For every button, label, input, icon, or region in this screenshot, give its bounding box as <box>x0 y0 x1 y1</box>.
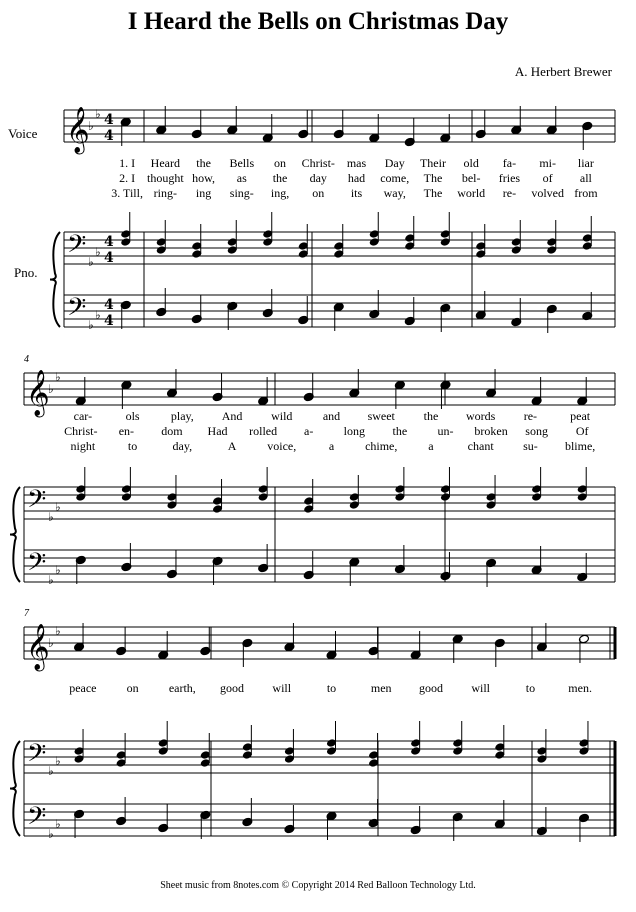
lyric-syllable: peat <box>570 409 591 423</box>
flat-icon: ♭ <box>95 245 101 259</box>
lyric-syllable: peace <box>69 681 97 695</box>
measure-number: 4 <box>24 354 29 365</box>
lyric-syllable: its <box>350 186 363 200</box>
clefs <box>26 107 114 841</box>
flat-icon: ♭ <box>88 255 94 269</box>
time-signature-bottom: 4 <box>104 128 114 144</box>
flat-icon: ♭ <box>95 308 101 322</box>
lyric-syllable: liar <box>577 156 594 170</box>
voice-label: Voice <box>8 126 38 141</box>
lyric-syllable: A <box>227 439 237 453</box>
lyric-syllable: a <box>428 439 434 453</box>
flat-icon: ♭ <box>55 817 61 831</box>
bass-clef-icon: 𝄢 <box>67 230 87 265</box>
lyric-syllable: mas <box>346 156 367 170</box>
time-signature-top: 4 <box>104 234 114 250</box>
lyric-syllable: earth, <box>168 681 196 695</box>
lyric-syllable: dom <box>161 424 183 438</box>
time-signature-bottom: 4 <box>104 250 114 266</box>
measure-number: 7 <box>24 608 29 619</box>
lyric-syllable: blime, <box>564 439 596 453</box>
lyric-syllable: the <box>196 156 211 170</box>
lyric-syllable: fries <box>498 171 521 185</box>
flat-icon: ♭ <box>48 764 54 778</box>
flat-icon: ♭ <box>48 827 54 841</box>
flat-icon: ♭ <box>48 510 54 524</box>
lyric-syllable: ring- <box>153 186 178 200</box>
lyric-syllable: en- <box>118 424 135 438</box>
treble-clef-icon: 𝄞 <box>26 370 50 416</box>
lyric-syllable: world <box>457 186 486 200</box>
lyric-syllable: good <box>418 681 443 695</box>
lyric-syllable: mi- <box>539 156 556 170</box>
flat-icon: ♭ <box>95 107 101 121</box>
lyric-syllable: Of <box>575 424 589 438</box>
lyric-syllable: voice, <box>267 439 297 453</box>
bass-clef-icon: 𝄢 <box>27 548 47 583</box>
lyric-syllable: broken <box>474 424 508 438</box>
lyric-syllable: chant <box>467 439 494 453</box>
lyric-syllable: And <box>221 409 243 423</box>
lyric-syllable: 3. Till, <box>111 186 143 200</box>
lyric-syllable: good <box>220 681 245 695</box>
lyric-syllable: from <box>574 186 598 200</box>
bass-clef-icon: 𝄢 <box>27 802 47 837</box>
lyric-syllable: to <box>326 681 337 695</box>
piano-brace <box>50 232 60 327</box>
flat-icon: ♭ <box>88 318 94 332</box>
lyric-syllable: thought <box>147 171 184 185</box>
lyric-syllable: will <box>272 681 292 695</box>
flat-icon: ♭ <box>55 754 61 768</box>
lyric-syllable: the <box>392 424 408 438</box>
lyric-syllable: Day <box>384 156 405 170</box>
copyright-footer: Sheet music from 8notes.com © Copyright 2014 Red Balloon Technology Ltd. <box>160 880 476 891</box>
lyric-syllable: as <box>236 171 247 185</box>
lyric-syllable: words <box>466 409 496 423</box>
bass-clef-icon: 𝄢 <box>67 293 87 328</box>
lyric-syllable: how, <box>192 171 216 185</box>
composer-credit: A. Herbert Brewer <box>514 64 612 79</box>
lyric-syllable: 2. I <box>119 171 136 185</box>
lyric-syllable: play, <box>170 409 194 423</box>
lyric-syllable: ing <box>195 186 212 200</box>
lyric-syllable: chime, <box>365 439 398 453</box>
flat-icon: ♭ <box>88 119 94 133</box>
lyric-syllable: The <box>423 171 443 185</box>
lyric-syllable: re- <box>502 186 517 200</box>
lyric-syllable: on <box>312 186 325 200</box>
lyric-syllable: re- <box>523 409 538 423</box>
lyric-syllable: to <box>127 439 138 453</box>
time-signature-top: 4 <box>104 297 114 313</box>
lyric-syllable: a <box>328 439 335 453</box>
lyric-syllable: night <box>70 439 96 453</box>
lyric-syllable: The <box>423 186 443 200</box>
lyric-syllable: 1. I <box>119 156 136 170</box>
bass-clef-icon: 𝄢 <box>27 739 47 774</box>
lyric-syllable: Christ- <box>301 156 335 170</box>
lyric-syllable: and <box>322 409 341 423</box>
flat-icon: ♭ <box>55 500 61 514</box>
lyric-syllable: all <box>579 171 592 185</box>
lyric-syllable: Had <box>207 424 228 438</box>
lyric-syllable: the <box>423 409 439 423</box>
piano-brace <box>10 487 20 582</box>
lyric-syllable: old <box>463 156 479 170</box>
treble-clef-icon: 𝄞 <box>26 624 50 670</box>
lyric-syllable: of <box>542 171 553 185</box>
flat-icon: ♭ <box>48 382 54 396</box>
lyric-syllable: way, <box>383 186 406 200</box>
piano-brace <box>10 741 20 836</box>
lyric-syllable: to <box>525 681 536 695</box>
lyric-syllable: day <box>309 171 327 185</box>
lyric-syllable: men <box>370 681 392 695</box>
lyric-syllable: Heard <box>150 156 181 170</box>
lyric-syllable: Christ- <box>64 424 98 438</box>
lyric-syllable: men. <box>568 681 592 695</box>
lyric-syllable: ols <box>125 409 140 423</box>
flat-icon: ♭ <box>55 624 61 638</box>
lyric-syllable: rolled <box>249 424 278 438</box>
lyric-syllable: sweet <box>367 409 395 423</box>
lyric-syllable: Their <box>419 156 446 170</box>
lyric-syllable: wild <box>271 409 293 423</box>
time-signature-top: 4 <box>104 112 114 128</box>
lyric-syllable: long <box>343 424 365 438</box>
lyric-syllable: will <box>471 681 491 695</box>
lyric-syllable: day, <box>172 439 193 453</box>
lyric-syllable: un- <box>437 424 454 438</box>
flat-icon: ♭ <box>55 563 61 577</box>
lyric-syllable: on <box>274 156 287 170</box>
treble-clef-icon: 𝄞 <box>66 107 90 153</box>
staff-lines <box>24 110 615 836</box>
lyric-syllable: fa- <box>502 156 517 170</box>
time-signature-bottom: 4 <box>104 313 114 329</box>
lyric-syllable: come, <box>380 171 410 185</box>
lyric-syllable: Bells <box>229 156 255 170</box>
bass-clef-icon: 𝄢 <box>27 485 47 520</box>
lyric-syllable: car- <box>73 409 93 423</box>
lyric-syllable: sing- <box>229 186 254 200</box>
lyric-syllable: a- <box>304 424 314 438</box>
lyric-syllable: su- <box>523 439 538 453</box>
flat-icon: ♭ <box>48 573 54 587</box>
notes <box>74 106 596 842</box>
flat-icon: ♭ <box>55 370 61 384</box>
score-title: I Heard the Bells on Christmas Day <box>127 8 509 35</box>
lyric-syllable: volved <box>531 186 564 200</box>
flat-icon: ♭ <box>48 636 54 650</box>
lyric-syllable: had <box>347 171 366 185</box>
lyric-syllable: ing, <box>270 186 290 200</box>
barlines <box>10 110 615 836</box>
lyric-syllable: song <box>525 424 548 438</box>
lyric-syllable: bel- <box>461 171 481 185</box>
lyric-syllable: on <box>126 681 139 695</box>
lyric-syllable: the <box>272 171 288 185</box>
piano-label: Pno. <box>14 265 38 280</box>
